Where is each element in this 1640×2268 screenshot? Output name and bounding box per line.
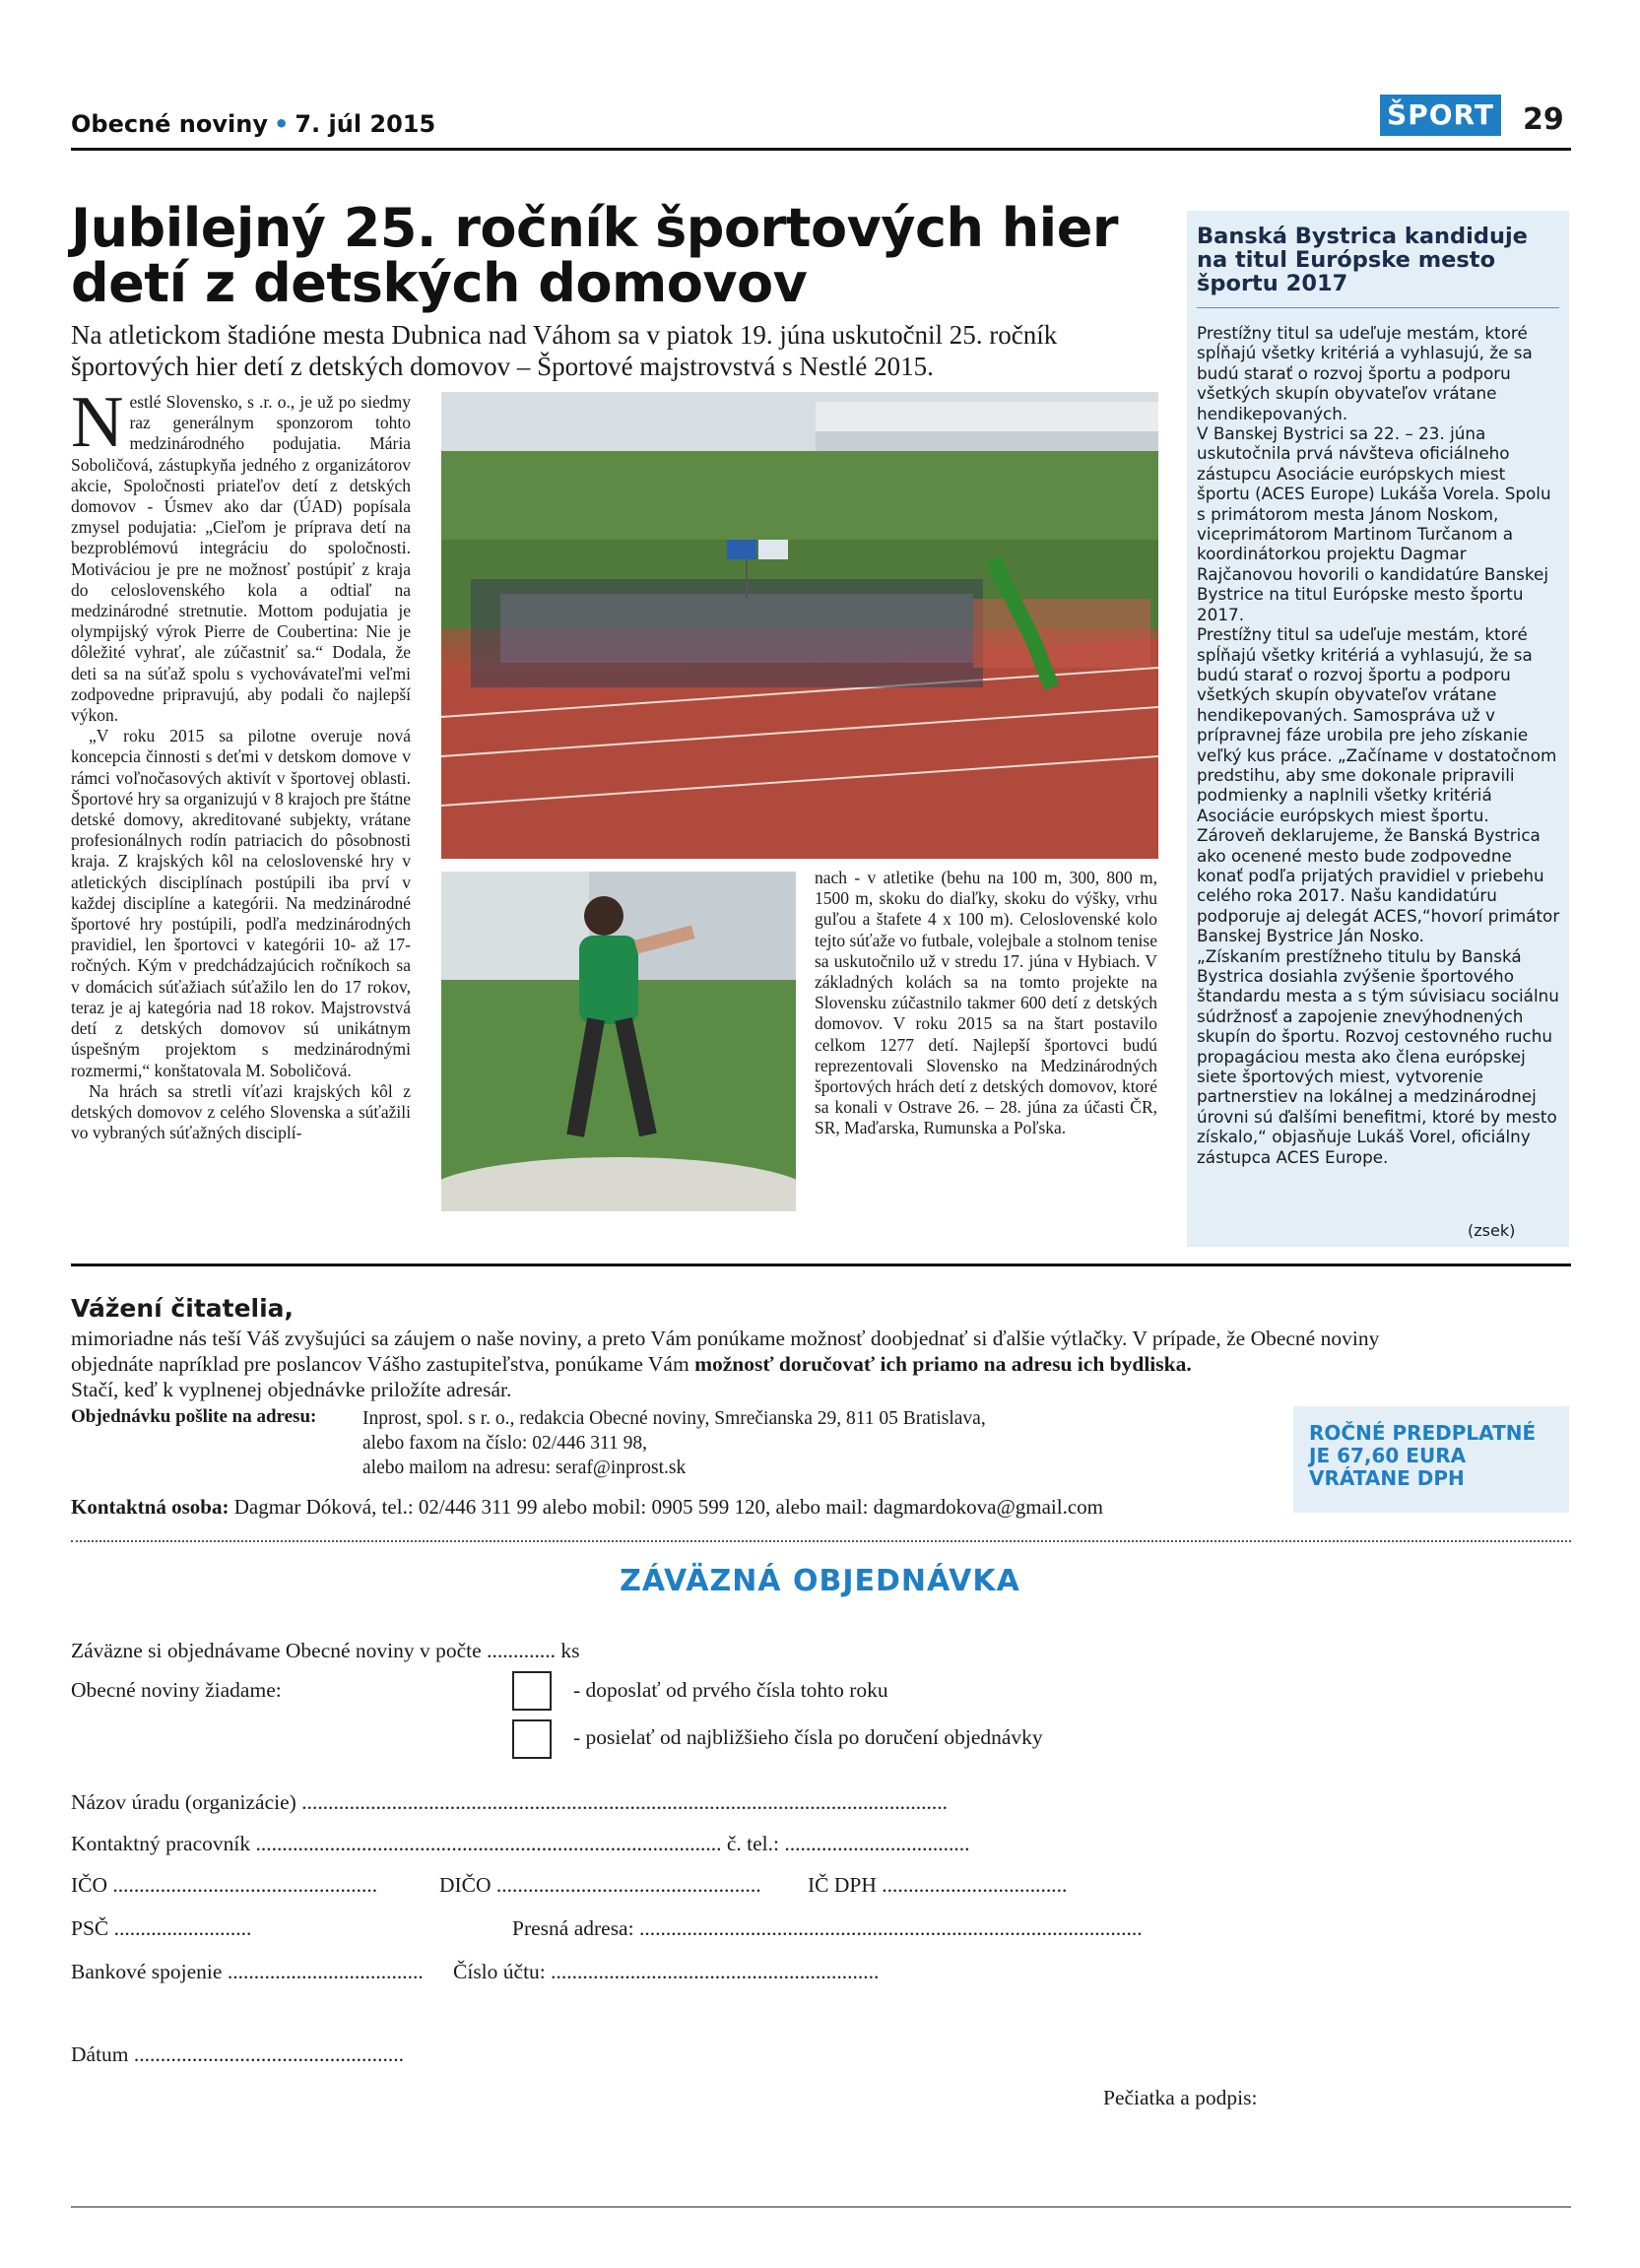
address-field[interactable]: Presná adresa: ............................................................................................... [512, 1916, 1143, 1940]
stadium-illustration [441, 392, 1158, 859]
quantity-line: Záväzne si objednávame Obecné noviny v počte ............. ks [71, 1639, 580, 1662]
stadium-crowd-photo [441, 392, 1158, 859]
dic-field[interactable]: DIČO .................................................. [439, 1873, 761, 1897]
sidebar-paragraph: „Získaním prestížneho titulu by Banská Bystrica dosiahla zvýšenie športového štandardu mesta a s tým súvisiacu sociálnu súdržnosť a zapojenie znevýhodnených skupín do športu. Rozvoj cestovného ruchu propagáciou mesta ako člena európskej siete športových miest, vytvorenie partnerstiev na lokálnej a medzinárodnej úrovni sú ďalšími benefitmi, ktoré by mesto získalo,“ objasňuje Lukáš Vorel, oficiálny zástupca ACES Europe. [1197, 945, 1559, 1167]
notice-bold-text: možnosť doručovať ich priamo na adresu ich bydliska. [694, 1352, 1192, 1376]
contact-worker-field[interactable]: Kontaktný pracovník ........................................................................................ č. tel.: ................................... [71, 1832, 970, 1855]
sidebar-paragraph: V Banskej Bystrici sa 22. – 23. júna uskutočnila prvá návšteva oficiálneho zástupcu Asociácie európskych miest športu (ACES Europe) Lukáša Vorela. Spolu s primátorom mesta Jánom Noskom, viceprimátorom Martinom Turčanom a koordinátorkou projektu Dagmar Rajčanovou hovorili o kandidatúre Banskej Bystrice na titul Európske mesto športu 2017. [1197, 423, 1551, 624]
article-lead: Na atletickom štadióne mesta Dubnica nad Váhom sa v piatok 19. júna uskutočnil 25. ročník športových hier detí z detských domovov – Športové majstrovstvá s Nestlé 2015. [71, 320, 1058, 381]
stamp-signature-label: Pečiatka a podpis: [1103, 2086, 1258, 2109]
article-column-3: nach - v atletike (behu na 100 m, 300, 800 m, 1500 m, skoku do diaľky, skoku do výšky, vrhu guľou a štafete 4 x 100 m). Celoslovenské kolo tejto súťaže vo futbale, volejbale a stolnom tenise sa uskutočnilo už v stredu 17. júna v Hybiach. V základných kolách sa na tomto projekte na Slovensku zúčastnilo takmer 600 detí z detských domovov. V roku 2015 sa na štart postavilo celkom 1277 detí. Najlepší športovci budú reprezentovali Slovensko na Medzinárodných športových hrách detí z detských domovov, ktoré sa konali v Ostrave 26. – 28. júna za účasti ČR, SR, Maďarska, Rumunska a Poľska. [815, 868, 1157, 1138]
header-rule [71, 148, 1571, 151]
athlete-illustration [441, 872, 796, 1211]
sidebar-rule [1197, 307, 1559, 308]
article-paragraph: Nestlé Slovensko, s .r. o., je už po siedmy raz generálnym sponzorom tohto medzinárodného podujatia. Mária Soboličová, zástupkyňa jedného z organizátorov akcie, Spoločnosti priateľov detí z detských domovov - Úsmev ako dar (ÚAD) popísala zmysel podujatia: „Cieľom je príprava detí na bezproblémovú integráciu do spoločnosti. Motiváciou je pre ne možnosť postúpiť z kraja do celoslovenského kola a odtiaľ na medzinárodné stretnutie. Mottom podujatia je olympijský výrok Pierre de Coubertina: Nie je dôležité vyhrať, ale zúčastniť sa.“ Dodala, že deti sa na súťaž spolu s vychovávateľmi veľmi zodpovedne pripravujú, aby podali čo najlepší výkon. [71, 382, 411, 726]
account-field[interactable]: Číslo účtu: .............................................................. [453, 1960, 880, 1983]
sidebar-text [1197, 323, 1561, 1167]
article-paragraph: „V roku 2015 sa pilotne overuje nová koncepcia činnosti s deťmi v detskom domove v rámci voľnočasových aktivít v športovej oblasti. Športové hry sa organizujú v 8 krajoch pre štátne detské domovy, akreditované subjekty, vrátane profesionálnych rodín patriacich do pôsobnosti kraja. Z krajských kôl na celoslovenské hry v atletických disciplínach postúpili iba prví v každej disciplíne a kategórii. Na medzinárodné športové hry postúpili, podľa medzinárodných pravidiel, len športovci v kategórii 10- až 17-ročných. Kým v predchádzajúcich ročníkoch sa v domácich súťažiach súťažilo len do 17 rokov, teraz je aj kategória nad 18 rokov. Majstrovstvá detí z detských domovov sú unikátnym úspešným projektom s medzinárodnými rozmermi,“ konštatovala M. Soboličová. [71, 726, 411, 1080]
shot-put-athlete-photo [441, 872, 796, 1211]
page-number: 29 [1523, 102, 1564, 137]
publication-name: Obecné noviny [71, 110, 268, 138]
issue-date: 7. júl 2015 [295, 110, 436, 138]
sidebar-paragraph: Prestížny titul sa udeľuje mestám, ktoré spĺňajú všetky kritériá a vyhlasujú, že sa budú starať o rozvoj športu a podporu všetkých skupín obyvateľov vrátane hendikepovaných. Samospráva už v prípravnej fáze urobila pre jeho získanie veľký kus práce. „Začíname v dostatočnom predstihu, aby sme dokonale pripravili podmienky a naplnili všetky kritériá Asociácie európskych miest športu. Zároveň deklarujeme, že Banská Bystrica ako ocenené mesto bude zodpovedne konať podľa prijatých pravidiel v priebehu celého roka 2017. Našu kandidatúru podporuje aj delegát ACES,“hovorí primátor Banskej Bystrice Ján Nosko. [1197, 624, 1560, 946]
section-divider-rule [71, 1264, 1571, 1266]
cut-line [71, 1540, 1571, 1542]
article-title: Jubilejný 25. ročník športových hier detí z detských domovov [71, 197, 1118, 314]
date-field[interactable]: Dátum ................................................... [71, 2042, 405, 2066]
sidebar-title: Banská Bystrica kandiduje na titul Európske mesto športu 2017 [1197, 224, 1528, 296]
notice-text: mimoriadne nás teší Váš zvyšujúci sa záujem o naše noviny, a preto Vám ponúkame možnosť doobjednať si ďalšie výtlačky. V prípade, že Obecné noviny objednáte napríklad pre poslancov Vášho zastupiteľstva, ponúkame Vám možnosť doručovať ich priamo na adresu ich bydliska. Stačí, keď k vyplnenej objednávke priložíte adresár. [71, 1327, 1380, 1401]
bottom-rule [71, 2206, 1571, 2208]
ico-field[interactable]: IČO .................................................. [71, 1873, 378, 1897]
ic-dph-field[interactable]: IČ DPH ................................... [808, 1873, 1068, 1897]
article-paragraph: Na hrách sa stretli víťazi krajských kôl z detských domovov z celého Slovenska a súťažili vo vybraných súťažných disciplí- [71, 1080, 411, 1143]
notice-heading: Vážení čitatelia, [71, 1294, 295, 1323]
office-name-field[interactable]: Názov úradu (organizácie) .......................................................................................................................... [71, 1790, 948, 1814]
option-2-checkbox[interactable] [512, 1719, 552, 1759]
option-1-label: - doposlať od prvého čísla tohto roku [573, 1678, 888, 1702]
drop-cap: N [71, 382, 124, 463]
section-label: ŠPORT [1380, 95, 1501, 136]
address-lines: Inprost, spol. s r. o., redakcia Obecné noviny, Smrečianska 29, 811 05 Bratislava, alebo faxom na číslo: 02/446 311 98, alebo mailom na adresu: seraf@inprost.sk [362, 1408, 986, 1478]
option-2-label: - posielať od najbližšieho čísla po doručení objednávky [573, 1725, 1043, 1749]
bank-field[interactable]: Bankové spojenie ..................................... [71, 1960, 424, 1983]
publication-header [71, 110, 435, 138]
contact-person: Kontaktná osoba: Dagmar Dóková, tel.: 02/446 311 99 alebo mobil: 0905 599 120, alebo mail: dagmardokova@gmail.com [71, 1495, 1104, 1519]
subscription-box: ROČNÉ PREDPLATNÉ JE 67,60 EURA VRÁTANE DPH [1293, 1406, 1569, 1513]
request-label: Obecné noviny žiadame: [71, 1678, 282, 1702]
option-1-checkbox[interactable] [512, 1671, 552, 1711]
address-label: Objednávku pošlite na adresu: [71, 1406, 317, 1427]
sidebar-signature: (zsek) [1468, 1221, 1516, 1240]
psc-field[interactable]: PSČ .......................... [71, 1916, 252, 1940]
article-column-1 [71, 382, 411, 1143]
order-form-title: ZÁVÄZNÁ OBJEDNÁVKA [620, 1564, 1020, 1598]
sidebar-paragraph: Prestížny titul sa udeľuje mestám, ktoré spĺňajú všetky kritériá a vyhlasujú, že sa budú starať o rozvoj športu a podporu všetkých skupín obyvateľov vrátane hendikepovaných. [1197, 323, 1533, 423]
bullet-dot: • [273, 110, 290, 138]
